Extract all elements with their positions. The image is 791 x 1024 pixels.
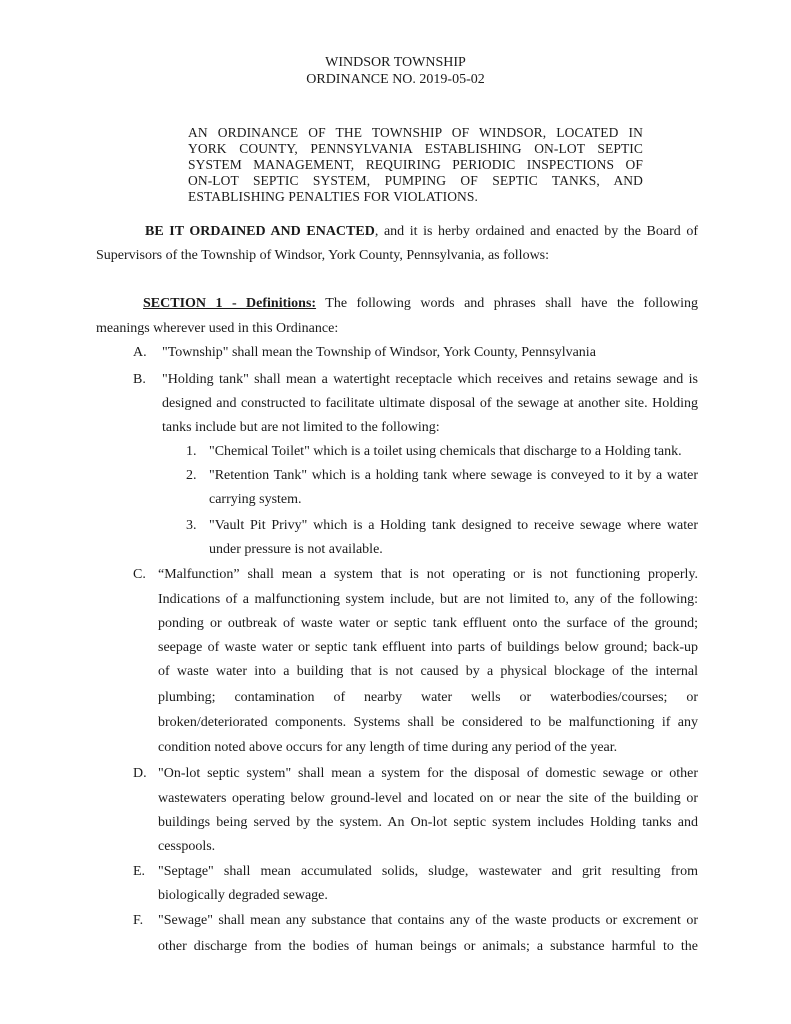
ordinance-number: ORDINANCE NO. 2019-05-02 (306, 72, 485, 87)
item-line: "Township" shall mean the Township of Windsor, York County, Pennsylvania (162, 345, 596, 360)
enactment-lead: BE IT ORDAINED AND ENACTED (145, 224, 375, 239)
preamble-line: ON-LOT SEPTIC SYSTEM, PUMPING OF SEPTIC TANKS, AND (188, 173, 643, 188)
item-label: D. (133, 766, 147, 781)
subitem-line: "Retention Tank" which is a holding tank where sewage is conveyed to it by a water (209, 468, 698, 483)
subitem-line: "Vault Pit Privy" which is a Holding tank designed to receive sewage where water (209, 518, 698, 533)
subitem-label: 2. (186, 468, 197, 483)
item-line: cesspools. (158, 839, 216, 854)
preamble-line: AN ORDINANCE OF THE TOWNSHIP OF WINDSOR, LOCATED IN (188, 125, 643, 140)
subitem-label: 3. (186, 518, 197, 533)
enactment-line (145, 224, 698, 240)
preamble-line: YORK COUNTY, PENNSYLVANIA ESTABLISHING ON-LOT SEPTIC (188, 141, 643, 156)
item-line: "On-lot septic system" shall mean a system for the disposal of domestic sewage or other (158, 766, 698, 781)
item-line: broken/deteriorated components. Systems shall be considered to be malfunctioning if any (158, 715, 698, 730)
item-label: A. (133, 345, 147, 360)
item-line: "Septage" shall mean accumulated solids, sludge, wastewater and grit resulting from (158, 864, 698, 879)
item-line: designed and constructed to facilitate ultimate disposal of the sewage at another site. Holding (162, 396, 698, 411)
item-line: Indications of a malfunctioning system include, but are not limited to, any of the following: (158, 592, 698, 607)
item-label: B. (133, 372, 146, 387)
section-intro: The following words and phrases shall have the following (316, 296, 698, 311)
item-line: of waste water into a building that is not caused by a physical blockage of the internal (158, 664, 698, 679)
subitem-line: carrying system. (209, 492, 302, 507)
item-label: E. (133, 864, 146, 879)
item-line: buildings being served by the system. An On-lot septic system includes Holding tanks and (158, 815, 698, 830)
item-line: “Malfunction” shall mean a system that is not operating or is not functioning properly. (158, 567, 698, 582)
item-line: ponding or outbreak of waste water or septic tank effluent onto the surface of the ground; (158, 616, 698, 631)
item-label: F. (133, 913, 144, 928)
enactment-rest: , and it is herby ordained and enacted by the Board of (374, 224, 699, 239)
item-line: plumbing; contamination of nearby water wells or waterbodies/courses; or (158, 690, 698, 705)
item-line: wastewaters operating below ground-level and located on or near the site of the building or (158, 791, 698, 806)
item-label: C. (133, 567, 146, 582)
item-line: "Holding tank" shall mean a watertight receptacle which receives and retains sewage and is (162, 372, 698, 387)
item-line: seepage of waste water or septic tank effluent into parts of buildings below ground; back-up (158, 640, 698, 655)
item-line: other discharge from the bodies of human beings or animals; a substance harmful to the (158, 939, 698, 954)
preamble-line: ESTABLISHING PENALTIES FOR VIOLATIONS. (188, 189, 478, 204)
item-line: condition noted above occurs for any length of time during any period of the year. (158, 740, 618, 755)
preamble-line: SYSTEM MANAGEMENT, REQUIRING PERIODIC INSPECTIONS OF (188, 157, 643, 172)
item-line: biologically degraded sewage. (158, 888, 328, 903)
subitem-line: "Chemical Toilet" which is a toilet using chemicals that discharge to a Holding tank. (209, 444, 682, 459)
enactment-line: Supervisors of the Township of Windsor, York County, Pennsylvania, as follows: (96, 248, 550, 263)
township-title: WINDSOR TOWNSHIP (325, 55, 466, 70)
item-line: "Sewage" shall mean any substance that contains any of the waste products or excrement or (158, 913, 698, 928)
section-intro-line: meanings wherever used in this Ordinance: (96, 321, 339, 336)
item-line: tanks include but are not limited to the following: (162, 420, 440, 435)
subitem-label: 1. (186, 444, 197, 459)
section-title: SECTION 1 - Definitions: (143, 296, 317, 311)
section-heading (143, 296, 698, 312)
subitem-line: under pressure is not available. (209, 542, 383, 557)
